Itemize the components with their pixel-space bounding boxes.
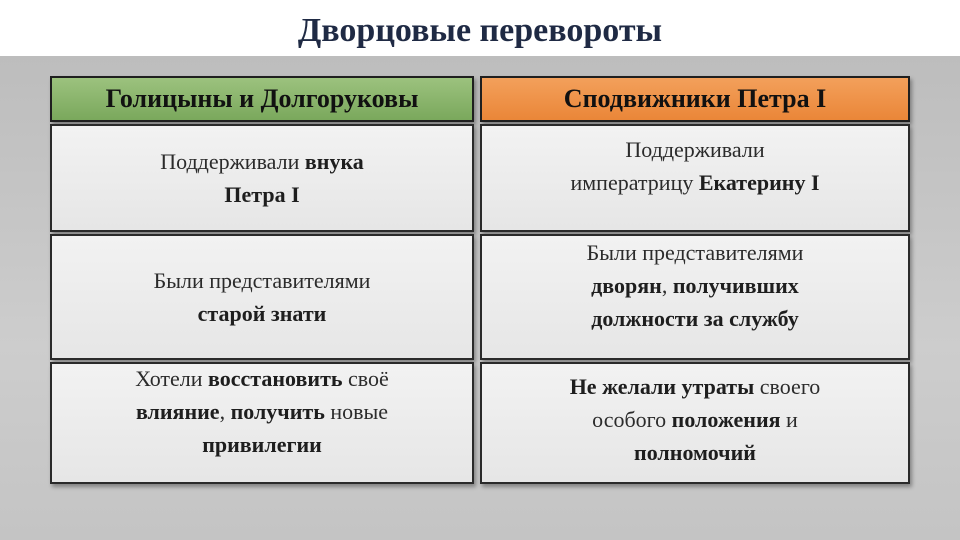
table-cell — [50, 234, 474, 360]
cell-text — [587, 236, 804, 335]
plain-text: Были представителями — [586, 239, 804, 265]
emphasis-text: Не желали утраты — [569, 373, 755, 399]
emphasis-text: получить — [230, 398, 325, 424]
emphasis-text: полномочий — [634, 439, 756, 465]
emphasis-text: внука — [304, 149, 364, 174]
emphasis-text: старой знати — [197, 301, 327, 326]
column-header-label: Голицыны и Долгоруковы — [105, 84, 419, 114]
emphasis-text: дворян — [591, 272, 662, 298]
emphasis-text: должности за службу — [591, 305, 799, 331]
column-header-label: Сподвижники Петра I — [563, 84, 827, 114]
emphasis-text: восстановить — [208, 365, 343, 391]
plain-text: и — [780, 406, 798, 432]
cell-text — [570, 133, 819, 199]
plain-text: Поддерживали — [625, 137, 765, 162]
table-cell — [480, 362, 910, 484]
plain-text: особого — [592, 406, 672, 432]
emphasis-text: Петра I — [224, 182, 300, 207]
table-cell — [480, 124, 910, 232]
plain-text: новые — [324, 398, 389, 424]
plain-text: Были представителями — [153, 268, 371, 293]
table-cell — [50, 362, 474, 484]
emphasis-text: Екатерину I — [698, 170, 820, 195]
plain-text: Хотели — [135, 365, 209, 391]
plain-text: своё — [342, 365, 389, 391]
plain-text: , — [661, 272, 673, 298]
table-cell — [50, 124, 474, 232]
emphasis-text: привилегии — [202, 431, 322, 457]
page-title: Дворцовые перевороты — [0, 0, 960, 56]
plain-text: Поддерживали — [160, 149, 305, 174]
cell-text — [160, 145, 364, 211]
emphasis-text: получивших — [672, 272, 799, 298]
cell-text — [135, 362, 389, 461]
plain-text: императрицу — [570, 170, 699, 195]
plain-text: своего — [754, 373, 821, 399]
cell-text — [570, 370, 821, 469]
column-header-peter-associates — [480, 76, 910, 122]
plain-text: , — [219, 398, 231, 424]
table-cell — [480, 234, 910, 360]
column-header-golitsyn-dolgorukov — [50, 76, 474, 122]
emphasis-text: положения — [671, 406, 781, 432]
cell-text — [154, 264, 371, 330]
emphasis-text: влияние — [135, 398, 220, 424]
